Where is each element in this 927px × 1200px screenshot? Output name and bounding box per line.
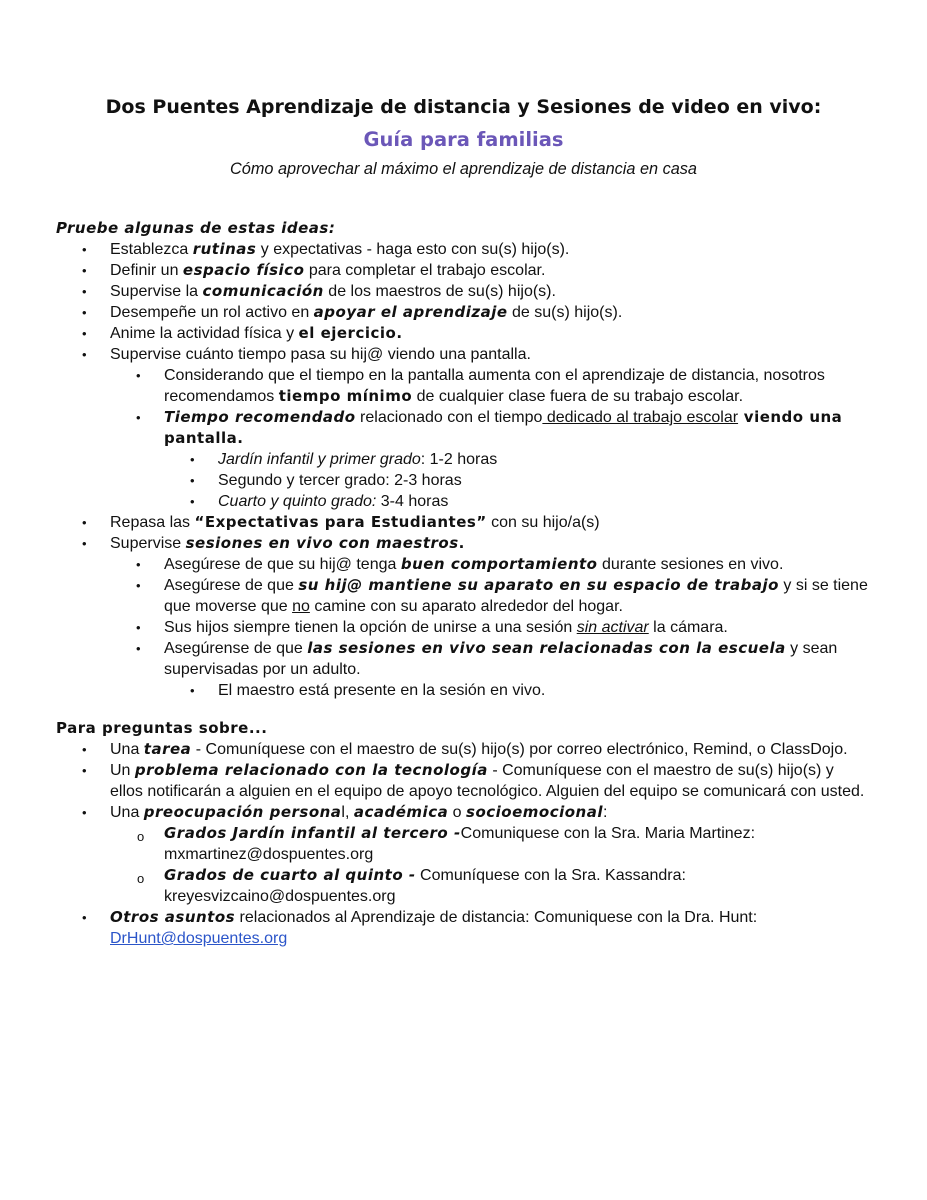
- list-item: • Repasa las “Expectativas para Estudiantes” con su hijo/a(s): [82, 513, 600, 531]
- bullet-icon: •: [190, 494, 195, 509]
- list-item: • Tiempo recomendado relacionado con el tiempo dedicado al trabajo escolar viendo una pantalla.: [136, 408, 843, 447]
- bullet-icon: •: [190, 683, 195, 698]
- circle-bullet-icon: o: [137, 871, 145, 886]
- page-subtitle: Guía para familias: [363, 128, 564, 151]
- document-body: [0, 218, 927, 949]
- list-item: • Segundo y tercer grado: 2-3 horas: [190, 472, 462, 489]
- list-item: • Asegúrese de que su hij@ mantiene su aparato en su espacio de trabajo y si se tiene que moverse que no camine con su aparato alrededor del hogar.: [136, 576, 868, 615]
- questions-heading: Para preguntas sobre...: [56, 719, 268, 737]
- page-tagline: Cómo aprovechar al máximo el aprendizaje de distancia en casa: [230, 160, 697, 178]
- email-link[interactable]: DrHunt@dospuentes.org: [110, 930, 288, 947]
- bullet-icon: •: [190, 452, 195, 467]
- list-item: • Definir un espacio físico para completar el trabajo escolar.: [82, 261, 546, 279]
- list-item: • Anime la actividad física y el ejercicio.: [82, 324, 403, 342]
- list-item: o Grados Jardín infantil al tercero -Comuniquese con la Sra. Maria Martinez: mxmartinez@dospuentes.org: [137, 824, 756, 863]
- list-item: • Considerando que el tiempo en la pantalla aumenta con el aprendizaje de distancia, nosotros recomendamos tiempo mínimo de cualquier clase fuera de su trabajo escolar.: [136, 367, 825, 405]
- questions-list: [0, 739, 927, 949]
- list-item: o Grados de cuarto al quinto - Comuníquese con la Sra. Kassandra: kreyesvizcaino@dospuentes.org: [137, 866, 686, 905]
- list-item: • Una tarea - Comuníquese con el maestro de su(s) hijo(s) por correo electrónico, Remind, o ClassDojo.: [82, 740, 848, 758]
- bullet-icon: •: [82, 910, 87, 925]
- ideas-heading: Pruebe algunas de estas ideas:: [56, 219, 336, 237]
- page-title: Dos Puentes Aprendizaje de distancia y Sesiones de video en vivo:: [105, 96, 822, 118]
- bullet-icon: •: [82, 326, 87, 341]
- bullet-icon: •: [82, 242, 87, 257]
- list-item: • Jardín infantil y primer grado: 1-2 horas: [190, 451, 498, 468]
- bullet-icon: •: [136, 620, 141, 635]
- list-item: • Establezca rutinas y expectativas - haga esto con su(s) hijo(s).: [82, 240, 570, 258]
- bullet-icon: •: [136, 578, 141, 593]
- circle-bullet-icon: o: [137, 829, 145, 844]
- list-item: • Desempeñe un rol activo en apoyar el aprendizaje de su(s) hijo(s).: [82, 303, 623, 321]
- bullet-icon: •: [82, 263, 87, 278]
- bullet-icon: •: [136, 368, 141, 383]
- bullet-icon: •: [82, 742, 87, 757]
- list-item: • Supervise cuánto tiempo pasa su hij@ viendo una pantalla.: [82, 346, 531, 363]
- list-item: • Supervise la comunicación de los maestros de su(s) hijo(s).: [82, 282, 556, 300]
- bullet-icon: •: [82, 347, 87, 362]
- ideas-list: [0, 239, 927, 701]
- list-item: • El maestro está presente en la sesión en vivo.: [190, 682, 546, 699]
- bullet-icon: •: [82, 515, 87, 530]
- bullet-icon: •: [136, 410, 141, 425]
- list-item: • Otros asuntos relacionados al Aprendizaje de distancia: Comuniquese con la Dra. Hunt: DrHunt@dospuentes.org: [82, 908, 758, 947]
- bullet-icon: •: [136, 641, 141, 656]
- list-item: • Sus hijos siempre tienen la opción de unirse a una sesión sin activar la cámara.: [136, 619, 728, 636]
- bullet-icon: •: [82, 805, 87, 820]
- bullet-icon: •: [82, 284, 87, 299]
- list-item: • Asegúrense de que las sesiones en vivo sean relacionadas con la escuela y sean supervisadas por un adulto.: [136, 639, 838, 678]
- list-item: • Cuarto y quinto grado: 3-4 horas: [190, 493, 449, 510]
- list-item: • Supervise sesiones en vivo con maestros.: [82, 534, 465, 552]
- list-item: • Asegúrese de que su hij@ tenga buen comportamiento durante sesiones en vivo.: [136, 555, 784, 573]
- list-item: • Un problema relacionado con la tecnología - Comuníquese con el maestro de su(s) hijo(s) y ellos notificarán a alguien en el equipo de apoyo tecnológico. Alguien del equipo se comunicará con usted.: [82, 761, 865, 800]
- bullet-icon: •: [190, 473, 195, 488]
- bullet-icon: •: [82, 536, 87, 551]
- bullet-icon: •: [82, 763, 87, 778]
- bullet-icon: •: [136, 557, 141, 572]
- bullet-icon: •: [82, 305, 87, 320]
- list-item: • Una preocupación personal, académica o socioemocional:: [82, 803, 608, 821]
